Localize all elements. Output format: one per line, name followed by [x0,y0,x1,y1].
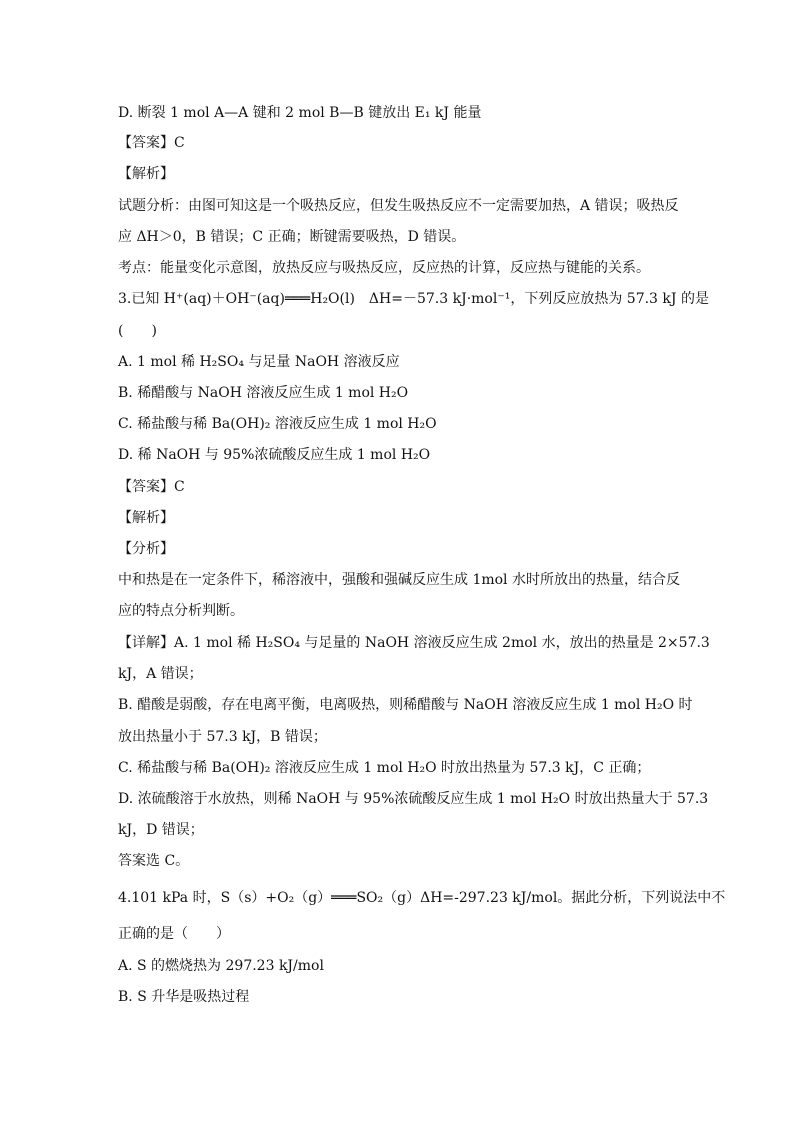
q2-answer: 【答案】C [118,135,185,151]
q3-detail-line-2: kJ，A 错误； [118,666,203,682]
q3-option-d: D. 稀 NaOH 与 95%浓硫酸反应生成 1 mol H₂O [118,447,431,463]
q3-detail-line-3: B. 醋酸是弱酸，存在电离平衡，电离吸热，则稀醋酸与 NaOH 溶液反应生成 1 mol H₂O 时 [118,697,693,713]
q3-final-answer: 答案选 C。 [118,853,190,869]
q4-option-b: B. S 升华是吸热过程 [118,989,250,1005]
q3-option-b: B. 稀醋酸与 NaOH 溶液反应生成 1 mol H₂O [118,385,409,401]
q4-option-a: A. S 的燃烧热为 297.23 kJ/mol [118,958,324,974]
q4-stem-line-2: 正确的是（ ） [118,926,230,942]
q3-stem-line-1: 3.已知 H⁺(aq)＋OH⁻(aq)═══H₂O(l) ΔH=－57.3 kJ·mol⁻¹，下列反应放热为 57.3 kJ 的是 [118,291,709,307]
q2-analysis-line-1: 试题分析：由图可知这是一个吸热反应，但发生吸热反应不一定需要加热，A 错误；吸热反 [118,198,679,214]
q3-stem-line-2: ( ) [118,323,157,339]
q3-fenxi-line-2: 应的特点分析判断。 [118,603,244,619]
q3-detail-line-1: 【详解】A. 1 mol 稀 H₂SO₄ 与足量的 NaOH 溶液反应生成 2mol 水，放出的热量是 2×57.3 [118,635,710,651]
q4-stem-line-1: 4.101 kPa 时，S（s）+O₂（g）═══SO₂（g）ΔH=-297.23 kJ/mol。据此分析，下列说法中不 [118,890,726,906]
q2-kaodian: 考点：能量变化示意图，放热反应与吸热反应，反应热的计算，反应热与键能的关系。 [118,260,650,276]
q2-analysis-heading: 【解析】 [118,166,174,182]
q2-analysis-line-2: 应 ΔH＞0，B 错误；C 正确；断键需要吸热，D 错误。 [118,229,466,245]
q3-fenxi-heading: 【分析】 [118,541,174,557]
q3-answer: 【答案】C [118,479,185,495]
q3-option-c: C. 稀盐酸与稀 Ba(OH)₂ 溶液反应生成 1 mol H₂O [118,416,437,432]
q3-detail-line-6: D. 浓硫酸溶于水放热，则稀 NaOH 与 95%浓硫酸反应生成 1 mol H₂O 时放出热量大于 57.3 [118,791,709,807]
q3-detail-line-7: kJ，D 错误； [118,822,204,838]
q3-detail-line-4: 放出热量小于 57.3 kJ，B 错误； [118,729,327,745]
q2-option-d: D. 断裂 1 mol A—A 键和 2 mol B—B 键放出 E₁ kJ 能量 [118,105,482,121]
q3-analysis-heading: 【解析】 [118,510,174,526]
q3-detail-line-5: C. 稀盐酸与稀 Ba(OH)₂ 溶液反应生成 1 mol H₂O 时放出热量为 57.3 kJ，C 正确； [118,760,651,776]
q3-fenxi-line-1: 中和热是在一定条件下，稀溶液中，强酸和强碱反应生成 1mol 水时所放出的热量，结合反 [118,572,680,588]
q3-option-a: A. 1 mol 稀 H₂SO₄ 与足量 NaOH 溶液反应 [118,354,400,370]
